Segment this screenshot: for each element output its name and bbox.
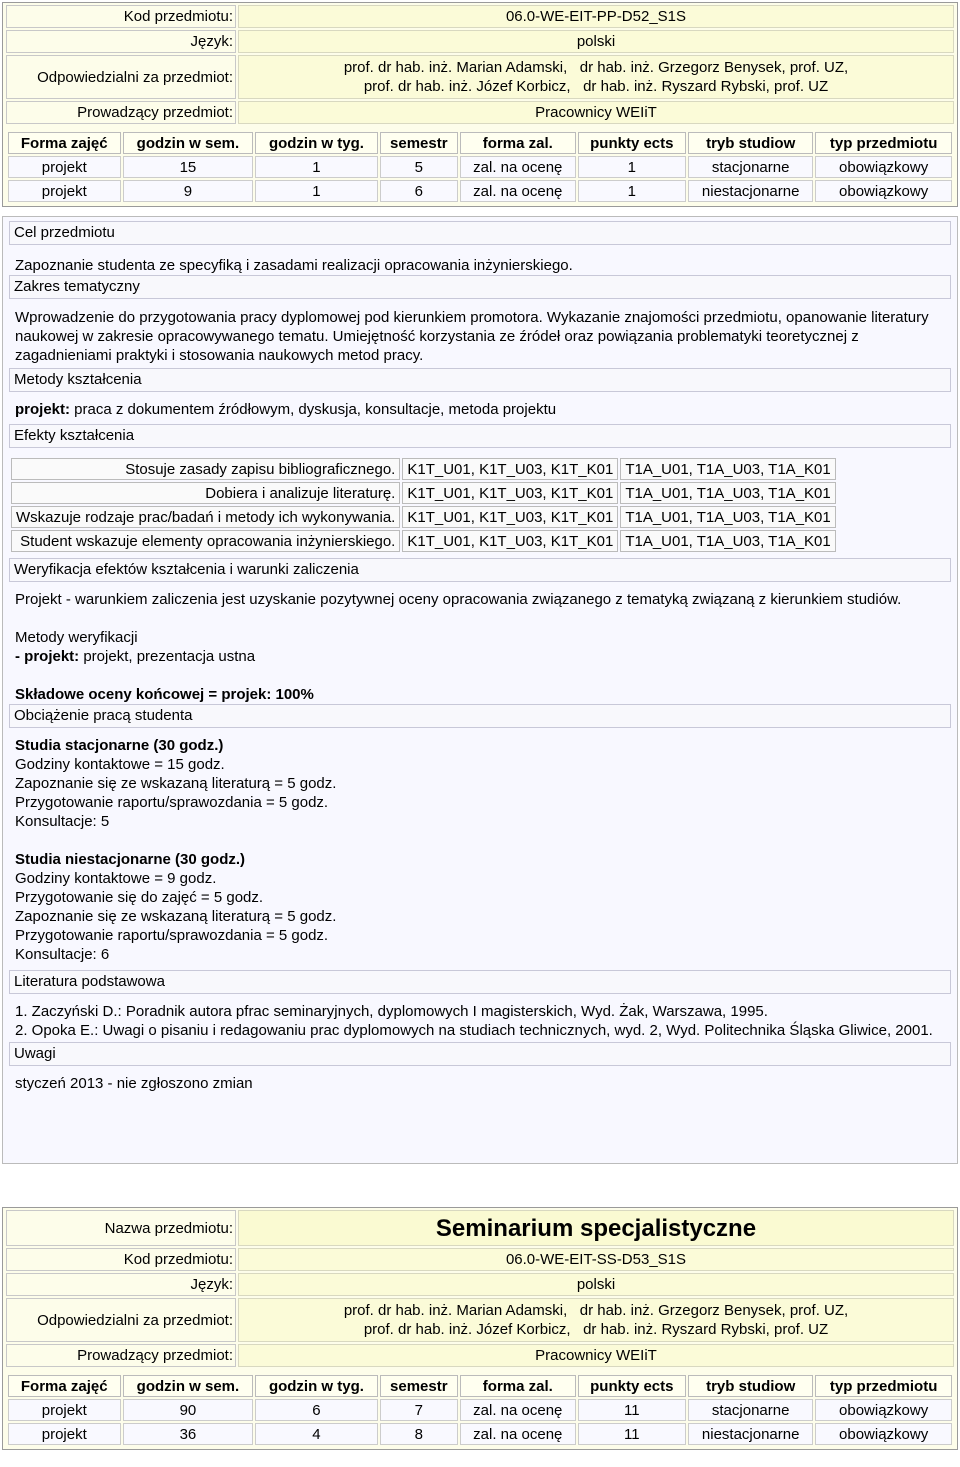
cell: K1T_U01, K1T_U03, K1T_K01 [402, 458, 618, 480]
list-item: Przygotowanie się do zajęć = 5 godz. [15, 889, 264, 906]
cell: 1 [255, 180, 377, 202]
cell: 4 [255, 1423, 377, 1445]
studia-niestacjonarne [15, 850, 945, 964]
cell: zal. na ocenę [460, 1399, 575, 1421]
cell: Dobiera i analizuje literaturę. [11, 482, 400, 504]
cell: zal. na ocenę [460, 1423, 575, 1445]
th-semestr: semestr [380, 1375, 459, 1397]
skladowe-text: Składowe oceny końcowej = projek: 100% [15, 686, 314, 703]
th-forma: Forma zajęć [8, 132, 121, 154]
odp-line: prof. dr hab. inż. Józef Korbicz, dr hab. inż. Ryszard Rybski, prof. UZ [363, 78, 829, 95]
th-godz-sem: godzin w sem. [123, 1375, 254, 1397]
section-heading-uwagi: Uwagi [9, 1042, 951, 1066]
label-odp: Odpowiedzialni za przedmiot: [6, 55, 236, 99]
cell: K1T_U01, K1T_U03, K1T_K01 [402, 506, 618, 528]
odp-line: prof. dr hab. inż. Marian Adamski, dr hab. inż. Grzegorz Benysek, prof. UZ, [343, 59, 849, 76]
table-row [8, 1423, 952, 1445]
cell: niestacjonarne [688, 180, 813, 202]
label-kod: Kod przedmiotu: [6, 1248, 236, 1271]
mw-value: projekt, prezentacja ustna [79, 648, 256, 665]
cell: stacjonarne [688, 156, 813, 178]
label-odp: Odpowiedzialni za przedmiot: [6, 1298, 236, 1342]
cell: T1A_U01, T1A_U03, T1A_K01 [620, 482, 835, 504]
cell: 15 [123, 156, 254, 178]
efekty-table [9, 456, 838, 554]
weryfikacja-text: Projekt - warunkiem zaliczenia jest uzyskanie pozytywnej oceny opracowania związanego z tematyką związaną z kierunkiem studiów. [15, 591, 902, 608]
th-godz-sem: godzin w sem. [123, 132, 254, 154]
cell: zal. na ocenę [460, 156, 575, 178]
kod-value: 06.0-WE-EIT-SS-D53_S1S [238, 1248, 954, 1271]
table-row [11, 458, 836, 480]
table-row [8, 180, 952, 202]
course-info-table [4, 3, 956, 126]
label-jezyk: Język: [6, 30, 236, 53]
jezyk-value: polski [238, 30, 954, 53]
table-row [11, 506, 836, 528]
course-title: Seminarium specjalistyczne [238, 1210, 954, 1246]
cell: projekt [8, 1399, 121, 1421]
metody-weryfikacji-heading: Metody weryfikacji [15, 629, 138, 646]
th-typ: typ przedmiotu [815, 132, 952, 154]
section-heading-zakres: Zakres tematyczny [9, 275, 951, 299]
literatura-item: 1. Zaczyński D.: Poradnik autora pfrac seminaryjnych, dyplomowych I magisterskich, Wyd. Żak, Warszawa, 1995. [15, 1003, 768, 1020]
section-heading-metody: Metody kształcenia [9, 368, 951, 392]
cell: stacjonarne [688, 1399, 813, 1421]
cell: T1A_U01, T1A_U03, T1A_K01 [620, 458, 835, 480]
cell: obowiązkowy [815, 1423, 952, 1445]
cell: 90 [123, 1399, 254, 1421]
cell: projekt [8, 180, 121, 202]
zakres-text: Wprowadzenie do przygotowania pracy dyplomowej pod kierunkiem promotora. Wykazanie znajomości przedmiotu, opanowanie literatury naukowej w zakresie opracowywanego tematu. Umiejętność korzystania ze źródeł oraz powiązania problematyki teoretycznej z zagadnieniami praktyki i stosowania naukowych metod pracy. [15, 309, 929, 364]
cell: obowiązkowy [815, 1399, 952, 1421]
list-item: Konsultacje: 6 [15, 946, 110, 963]
cell: 36 [123, 1423, 254, 1445]
list-item: Zapoznanie się ze wskazaną literaturą = 5 godz. [15, 908, 337, 925]
cell: 6 [380, 180, 459, 202]
prow-value: Pracownicy WEIiT [238, 101, 954, 124]
label-jezyk: Język: [6, 1273, 236, 1296]
section-heading-weryfikacja: Weryfikacja efektów kształcenia i warunki zaliczenia [9, 558, 951, 582]
section-heading-literatura: Literatura podstawowa [9, 970, 951, 994]
table-row [11, 482, 836, 504]
cell: 1 [578, 180, 687, 202]
list-item: Przygotowanie raportu/sprawozdania = 5 godz. [15, 794, 329, 811]
odp-value [238, 1298, 954, 1342]
forms-table [6, 1373, 954, 1447]
course-description [2, 216, 958, 1164]
cell: obowiązkowy [815, 156, 952, 178]
section-heading-efekty: Efekty kształcenia [9, 424, 951, 448]
metody-text [15, 400, 945, 419]
course-info-table [4, 1208, 956, 1369]
odp-line: prof. dr hab. inż. Józef Korbicz, dr hab. inż. Ryszard Rybski, prof. UZ [363, 1321, 829, 1338]
th-typ: typ przedmiotu [815, 1375, 952, 1397]
th-forma-zal: forma zal. [460, 1375, 575, 1397]
th-ects: punkty ects [578, 132, 687, 154]
cell: Wskazuje rodzaje prac/badań i metody ich wykonywania. [11, 506, 400, 528]
list-item: Zapoznanie się ze wskazaną literaturą = 5 godz. [15, 775, 337, 792]
course-card-1 [2, 2, 958, 207]
th-forma: Forma zajęć [8, 1375, 121, 1397]
list-item: Godziny kontaktowe = 9 godz. [15, 870, 217, 887]
cell: 11 [578, 1423, 687, 1445]
th-godz-tyg: godzin w tyg. [255, 1375, 377, 1397]
cell: 11 [578, 1399, 687, 1421]
table-row [8, 156, 952, 178]
th-ects: punkty ects [578, 1375, 687, 1397]
label-prow: Prowadzący przedmiot: [6, 1344, 236, 1367]
list-item: Przygotowanie raportu/sprawozdania = 5 godz. [15, 927, 329, 944]
section-heading-obciazenie: Obciążenie pracą studenta [9, 704, 951, 728]
cell: T1A_U01, T1A_U03, T1A_K01 [620, 506, 835, 528]
literatura-item: 2. Opoka E.: Uwagi o pisaniu i redagowaniu prac dyplomowych na studiach technicznych, wyd. 2, Wyd. Politechnika Śląska Gliwice, 2001. [15, 1022, 933, 1039]
cell: zal. na ocenę [460, 180, 575, 202]
course-card-2 [2, 1207, 958, 1450]
kod-value: 06.0-WE-EIT-PP-D52_S1S [238, 5, 954, 28]
skladowe-oceny [15, 685, 945, 704]
cell: niestacjonarne [688, 1423, 813, 1445]
cell: Student wskazuje elementy opracowania inżynierskiego. [11, 530, 400, 552]
metody-weryfikacji-text [15, 647, 945, 666]
cell: 7 [380, 1399, 459, 1421]
cell: 1 [578, 156, 687, 178]
list-item: Konsultacje: 5 [15, 813, 110, 830]
metody-label: projekt: [15, 401, 71, 418]
th-tryb: tryb studiow [688, 132, 813, 154]
cell: 6 [255, 1399, 377, 1421]
cell: T1A_U01, T1A_U03, T1A_K01 [620, 530, 835, 552]
uwagi-text: styczeń 2013 - nie zgłoszono zmian [15, 1075, 253, 1092]
label-prow: Prowadzący przedmiot: [6, 101, 236, 124]
th-godz-tyg: godzin w tyg. [255, 132, 377, 154]
odp-value [238, 55, 954, 99]
jezyk-value: polski [238, 1273, 954, 1296]
cell: 8 [380, 1423, 459, 1445]
th-tryb: tryb studiow [688, 1375, 813, 1397]
cell: 9 [123, 180, 254, 202]
table-row [8, 1399, 952, 1421]
cell: K1T_U01, K1T_U03, K1T_K01 [402, 482, 618, 504]
label-nazwa: Nazwa przedmiotu: [6, 1210, 236, 1246]
stac-heading: Studia stacjonarne (30 godz.) [15, 737, 224, 754]
th-semestr: semestr [380, 132, 459, 154]
metody-value: praca z dokumentem źródłowym, dyskusja, konsultacje, metoda projektu [70, 401, 557, 418]
cell: projekt [8, 1423, 121, 1445]
cell: projekt [8, 156, 121, 178]
studia-stacjonarne [15, 736, 945, 831]
cell: 1 [255, 156, 377, 178]
table-row [11, 530, 836, 552]
mw-label: - projekt: [15, 648, 80, 665]
list-item: Godziny kontaktowe = 15 godz. [15, 756, 225, 773]
th-forma-zal: forma zal. [460, 132, 575, 154]
prow-value: Pracownicy WEIiT [238, 1344, 954, 1367]
label-kod: Kod przedmiotu: [6, 5, 236, 28]
cell: K1T_U01, K1T_U03, K1T_K01 [402, 530, 618, 552]
cell: Stosuje zasady zapisu bibliograficznego. [11, 458, 400, 480]
section-heading-cel: Cel przedmiotu [9, 221, 951, 245]
cell: 5 [380, 156, 459, 178]
nstac-heading: Studia niestacjonarne (30 godz.) [15, 851, 246, 868]
cell: obowiązkowy [815, 180, 952, 202]
cel-text: Zapoznanie studenta ze specyfiką i zasadami realizacji opracowania inżynierskiego. [15, 257, 573, 274]
odp-line: prof. dr hab. inż. Marian Adamski, dr hab. inż. Grzegorz Benysek, prof. UZ, [343, 1302, 849, 1319]
forms-table [6, 130, 954, 204]
